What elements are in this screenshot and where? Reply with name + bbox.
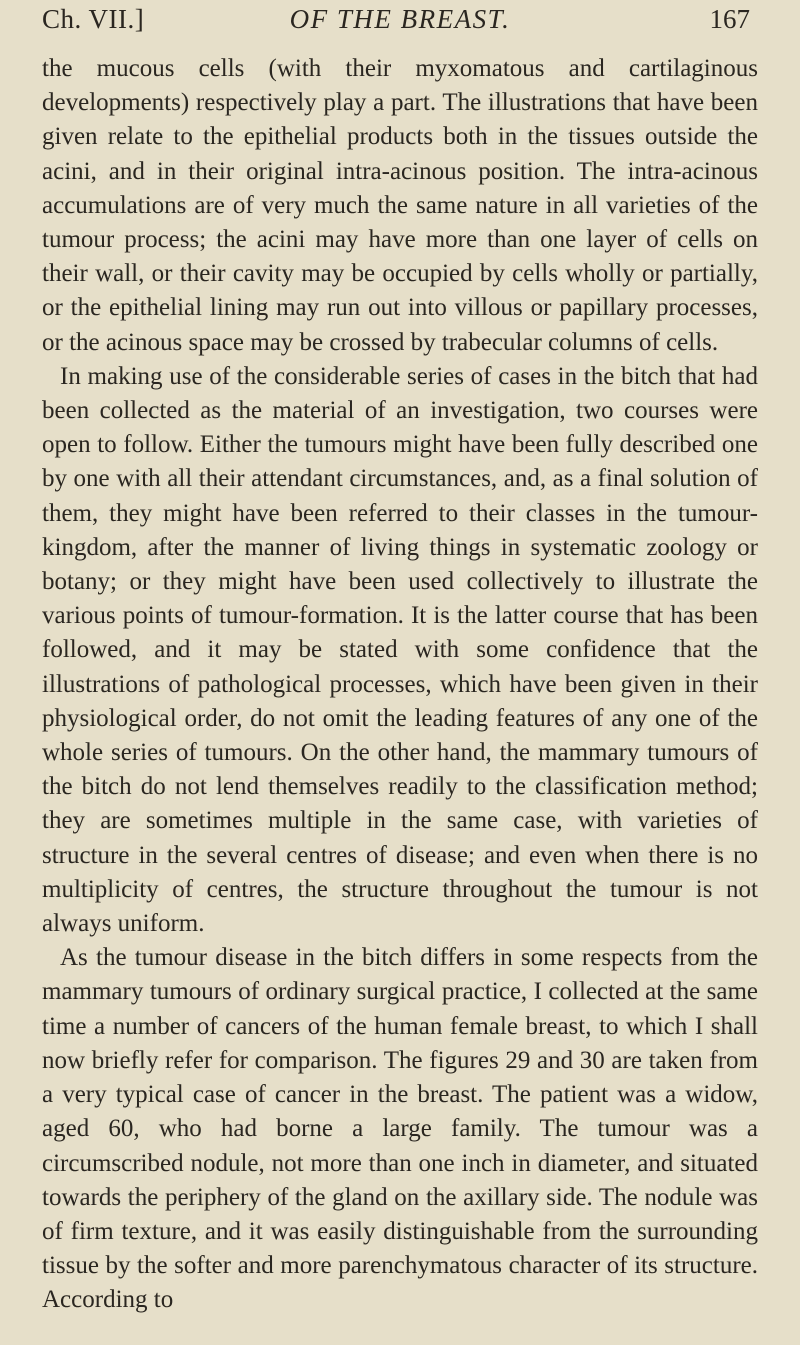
body-text (42, 52, 758, 1318)
paragraph-3: As the tumour disease in the bitch differs in some respects from the mammary tumours of ordinary surgical practice, I collected at the same time a number of cancers of the human female breast, to which I shall now briefly refer for comparison. The figures 29 and 30 are taken from a very typical case of cancer in the breast. The patient was a widow, aged 60, who had borne a large family. The tumour was a circumscribed nodule, not more than one inch in diameter, and situated towards the periphery of the gland on the axillary side. The nodule was of firm texture, and it was easily distinguishable from the surrounding tissue by the softer and more parenchymatous character of its structure. According to (42, 944, 758, 1314)
running-head (42, 0, 758, 42)
paragraph-1: the mucous cells (with their myxomatous and cartilaginous developments) respectively play a part. The illustrations that have been given relate to the epithelial products both in the tissues outside the acini, and in their original intra-acinous position. The intra-acinous accumulations are of very much the same nature in all varieties of the tumour process; the acini may have more than one layer of cells on their wall, or their cavity may be occupied by cells wholly or partially, or the epithelial lining may run out into villous or papillary processes, or the acinous space may be crossed by trabecular columns of cells. (42, 55, 758, 356)
page-number: 167 (709, 4, 750, 34)
paragraph-2: In making use of the considerable series of cases in the bitch that had been collected as the material of an investigation, two courses were open to follow. Either the tumours might have been fully described one by one with all their attendant circumstances, and, as a final solution of them, they might have been referred to their classes in the tumour-kingdom, after the manner of living things in systematic zoology or botany; or they might have been used collectively to illustrate the various points of tumour-formation. It is the latter course that has been followed, and it may be stated with some confidence that the illustrations of pathological processes, which have been given in their physiological order, do not omit the leading features of any one of the whole series of tumours. On the other hand, the mammary tumours of the bitch do not lend themselves readily to the classification method; they are sometimes multiple in the same case, with varieties of structure in the several centres of disease; and even when there is no multiplicity of centres, the structure throughout the tumour is not always uniform. (42, 362, 758, 938)
chapter-label: Ch. VII.] (42, 4, 145, 34)
running-title: OF THE BREAST. (289, 4, 511, 34)
